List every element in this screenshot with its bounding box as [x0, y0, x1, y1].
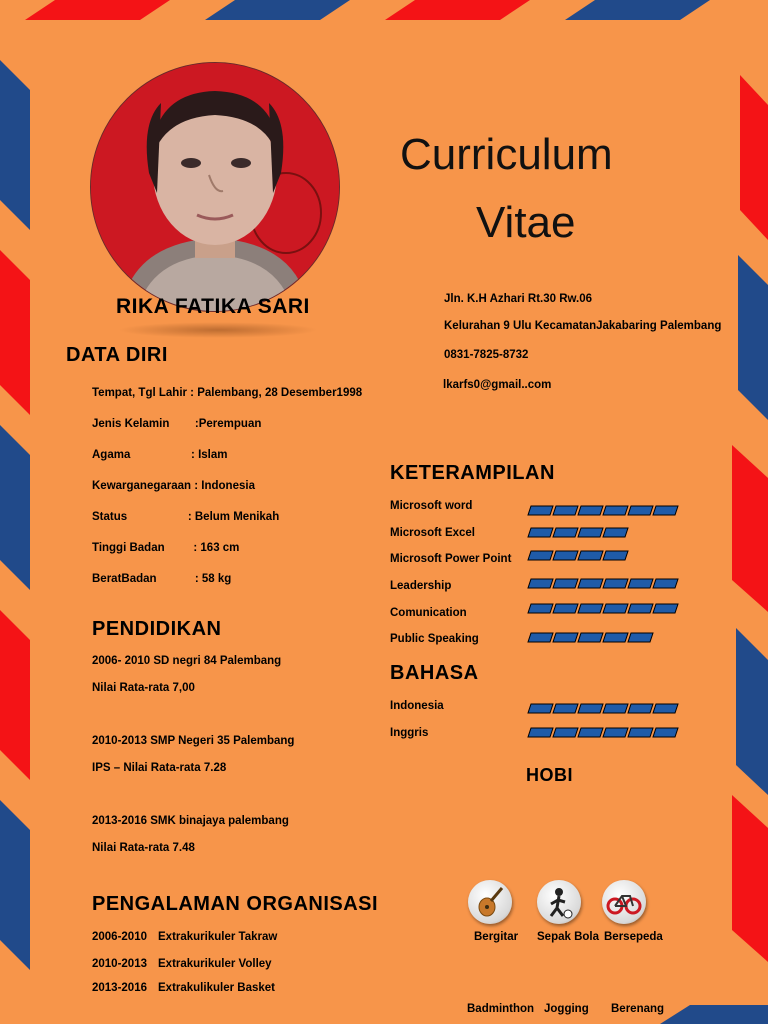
bar-segment	[628, 506, 653, 515]
data-diri-row: Agama : Islam	[92, 449, 228, 461]
bar-segment	[603, 704, 628, 713]
hobby-label: Badminthon	[467, 1003, 535, 1015]
bar-segment	[603, 579, 628, 588]
organisasi-years: 2010-2013	[92, 958, 147, 970]
bar-segment	[528, 528, 553, 537]
data-diri-row: Jenis Kelamin :Perempuan	[92, 418, 262, 430]
bar-segment	[578, 579, 603, 588]
bar-segment	[528, 728, 553, 737]
organisasi-activity: Extrakulikuler Basket	[158, 982, 275, 994]
right-stripe-blue	[736, 628, 768, 795]
pendidikan-line: Nilai Rata-rata 7.48	[92, 842, 195, 854]
bar-segment	[553, 528, 578, 537]
data-diri-row: Tinggi Badan : 163 cm	[92, 542, 240, 554]
skill-bar	[527, 603, 687, 614]
bar-segment	[528, 633, 553, 642]
hobby-label: Berenang	[611, 1003, 665, 1015]
bar-segment	[528, 551, 553, 560]
bar-segment	[528, 604, 553, 613]
skill-bar	[527, 505, 687, 516]
bicycle-icon	[602, 880, 646, 924]
bar-segment	[553, 633, 578, 642]
bar-segment	[653, 728, 678, 737]
left-stripe-blue	[0, 800, 30, 970]
bar-segment	[628, 728, 653, 737]
right-stripe-red	[732, 445, 768, 612]
top-stripe-red	[385, 0, 530, 20]
bar-segment	[578, 528, 603, 537]
pendidikan-line: 2006- 2010 SD negri 84 Palembang	[92, 655, 282, 667]
bar-segment	[578, 728, 603, 737]
keterampilan-heading: KETERAMPILAN	[390, 462, 555, 484]
left-stripe-red	[0, 610, 30, 780]
bar-segment	[628, 704, 653, 713]
pendidikan-line: Nilai Rata-rata 7,00	[92, 682, 195, 694]
skill-label: Public Speaking	[390, 633, 479, 645]
bar-segment	[653, 604, 678, 613]
bar-segment	[553, 728, 578, 737]
data-diri-row: BeratBadan : 58 kg	[92, 573, 232, 585]
left-stripe-red	[0, 250, 30, 415]
bar-segment	[528, 579, 553, 588]
address-line-1: Jln. K.H Azhari Rt.30 Rw.06	[444, 293, 593, 305]
organisasi-years: 2006-2010	[92, 931, 147, 943]
left-stripe-blue	[0, 60, 30, 230]
skill-label: Microsoft word	[390, 500, 473, 512]
bar-segment	[528, 704, 553, 713]
bar-segment	[628, 604, 653, 613]
data-diri-row: Tempat, Tgl Lahir : Palembang, 28 Desember1998	[92, 387, 363, 399]
data-diri-heading: DATA DIRI	[66, 344, 168, 366]
bar-segment	[603, 551, 628, 560]
skill-bar	[527, 550, 687, 561]
organisasi-heading: PENGALAMAN ORGANISASI	[92, 893, 379, 915]
bar-segment	[628, 633, 653, 642]
data-diri-row: Status : Belum Menikah	[92, 511, 280, 523]
bar-segment	[553, 551, 578, 560]
bar-segment	[653, 506, 678, 515]
top-stripe-red	[25, 0, 170, 20]
phone-number: 0831-7825-8732	[444, 349, 529, 361]
left-stripe-blue	[0, 425, 30, 590]
hobby-label: Bersepeda	[604, 931, 663, 943]
right-stripe-blue	[738, 255, 768, 420]
pendidikan-line: IPS – Nilai Rata-rata 7.28	[92, 762, 227, 774]
full-name: RIKA FATIKA SARI	[116, 295, 310, 318]
top-stripe-blue	[205, 0, 350, 20]
language-label: Inggris	[390, 727, 429, 739]
organisasi-activity: Extrakurikuler Takraw	[158, 931, 278, 943]
skill-label: Comunication	[390, 607, 467, 619]
hobby-label: Bergitar	[474, 931, 519, 943]
right-stripe-red	[740, 75, 768, 240]
skill-label: Leadership	[390, 580, 452, 592]
bar-segment	[553, 604, 578, 613]
bar-segment	[603, 506, 628, 515]
language-label: Indonesia	[390, 700, 444, 712]
top-stripe-blue	[565, 0, 710, 20]
bar-segment	[578, 604, 603, 613]
title-line-1: Curriculum	[400, 130, 613, 179]
skill-label: Microsoft Excel	[390, 527, 475, 539]
organisasi-years: 2013-2016	[92, 982, 147, 994]
portrait-image	[91, 63, 339, 311]
language-bar	[527, 703, 687, 714]
bar-segment	[578, 633, 603, 642]
profile-photo	[90, 62, 340, 312]
bottom-stripe-blue	[660, 1005, 768, 1024]
hobby-label: Jogging	[544, 1003, 589, 1015]
bar-segment	[578, 551, 603, 560]
hobby-label: Sepak Bola	[537, 931, 599, 943]
right-stripe-red	[732, 795, 768, 962]
bar-segment	[628, 579, 653, 588]
bar-segment	[528, 506, 553, 515]
bar-segment	[578, 704, 603, 713]
skill-bar	[527, 578, 687, 589]
bar-segment	[603, 728, 628, 737]
name-shadow	[118, 322, 318, 338]
organisasi-activity: Extrakurikuler Volley	[158, 958, 272, 970]
bar-segment	[603, 633, 628, 642]
data-diri-row: Kewarganegaraan : Indonesia	[92, 480, 255, 492]
soccer-icon	[537, 880, 581, 924]
pendidikan-line: 2010-2013 SMP Negeri 35 Palembang	[92, 735, 295, 747]
skill-bar	[527, 527, 687, 538]
pendidikan-line: 2013-2016 SMK binajaya palembang	[92, 815, 289, 827]
hobi-heading: HOBI	[526, 765, 573, 785]
email-address: lkarfs0@gmail..com	[443, 379, 552, 391]
bar-segment	[653, 579, 678, 588]
bar-segment	[603, 528, 628, 537]
pendidikan-heading: PENDIDIKAN	[92, 618, 222, 640]
bar-segment	[553, 579, 578, 588]
title-line-2: Vitae	[476, 198, 576, 247]
bar-segment	[553, 506, 578, 515]
bahasa-heading: BAHASA	[390, 662, 479, 684]
address-line-2: Kelurahan 9 Ulu KecamatanJakabaring Palembang	[444, 320, 722, 332]
skill-bar	[527, 632, 687, 643]
guitar-icon	[468, 880, 512, 924]
skill-label: Microsoft Power Point	[390, 553, 512, 565]
bar-segment	[578, 506, 603, 515]
bar-segment	[553, 704, 578, 713]
bar-segment	[653, 704, 678, 713]
bar-segment	[603, 604, 628, 613]
language-bar	[527, 727, 687, 738]
